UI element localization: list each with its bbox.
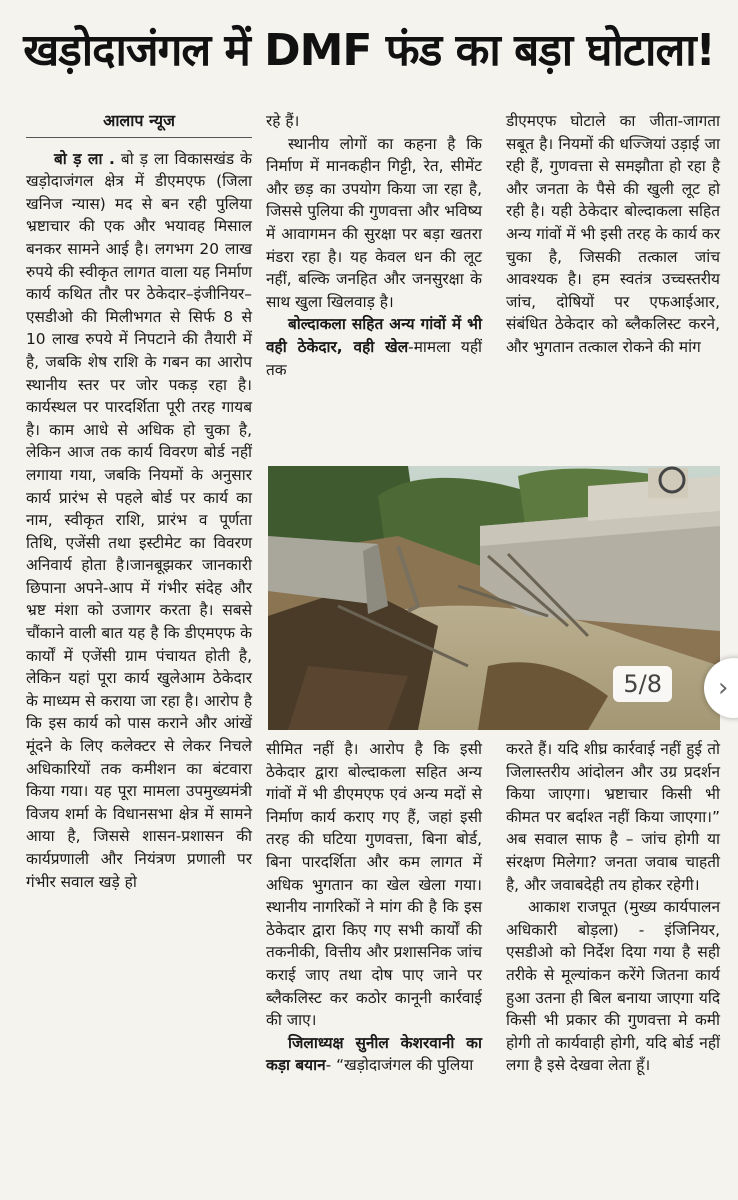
article-column-2 bbox=[266, 110, 482, 381]
article-lead bbox=[26, 148, 252, 894]
article-body-2a: रहे हैं। bbox=[266, 112, 300, 130]
byline: आलाप न्यूज bbox=[26, 110, 252, 138]
article-body-4b: - “खड़ोदाजंगल की पुलिया bbox=[325, 1056, 474, 1075]
chevron-glyph: › bbox=[718, 673, 729, 703]
article-column-3 bbox=[506, 110, 720, 359]
article-body-5a: करते हैं। यदि शीघ्र कार्रवाई नहीं हुई तो जिलास्तरीय आंदोलन और उग्र प्रदर्शन किया जाएगा। भ्रष्टाचार किसी भी कीमत पर बर्दाश्त नहीं किया जाएगा।” अब सवाल साफ है – जांच होगी या संरक्षण मिलेगा? जनता जवाब चाहती है, और जवाबदेही तय होकर रहेगी। bbox=[506, 740, 720, 894]
article-column-5 bbox=[506, 738, 720, 1077]
photo-counter: 5/8 bbox=[613, 666, 672, 702]
article-body-4: सीमित नहीं है। आरोप है कि इसी ठेकेदार द्वारा बोल्दाकला सहित अन्य गांवों में भी डीएमएफ एवं अन्य मदों से निर्माण कार्य कराए गए हैं, जहां इसी तरह की घटिया गुणवत्ता, बिना बोर्ड, बिना पारदर्शिता और कम लागत में अधिक भुगतान का खेल खेला गया। स्थानीय नागरिकों ने मांग की है कि इस ठेकेदार द्वारा किए गए सभी कार्यों की तकनीकी, वित्तीय और प्रशासनिक जांच कराई जाए तथा दोष पाए जाने पर ब्लैकलिस्ट कर कठोर कानूनी कार्रवाई की जाए। bbox=[266, 740, 482, 1030]
bridge-construction-photo[interactable] bbox=[268, 466, 720, 730]
article-body-1: बो ड़ ला विकासखंड के खड़ोदाजंगल क्षेत्र में डीएमएफ (जिला खनिज न्यास) मद से बन रही पुलिया भ्रष्टाचार की एक और भयावह मिसाल बनकर सामने आई है। लगभग 20 लाख रुपये की स्वीकृत लागत वाला यह निर्माण कार्य कथित तौर पर ठेकेदार–इंजीनियर–एसडीओ की मिलीभगत से सिर्फ 8 से 10 लाख रुपये में निपटाने की तैयारी में है, जबकि शेष राशि के गबन का आरोप स्थानीय स्तर पर जोर पकड़ रहा है। कार्यस्थल पर पारदर्शिता पूरी तरह गायब है। काम आधे से अधिक हो चुका है, लेकिन आज तक कार्य विवरण बोर्ड नहीं लगाया गया, जबकि नियमों के अनुसार कार्य प्रारंभ से पहले बोर्ड पर कार्य का नाम, स्वीकृत राशि, प्रारंभ व पूर्णता तिथि, एजेंसी तथा इस्टीमेट का विवरण अनिवार्य होता है।जानबूझकर जानकारी छिपाना अपने-आप में गंभीर संदेह और भ्रष्ट मंशा को उजागर करता है। सबसे चौंकाने वाली बात यह है कि डीएमएफ के कार्यों में एजेंसी ग्राम पंचायत होती है, लेकिन यहां पूरा कार्य खुलेआम ठेकेदार के माध्यम से कराया जा रहा है। आरोप है कि इस कार्य को पास कराने और आंखें मूंदने के लिए कलेक्टर से लेकर निचले अधिकारियों तक कमीशन का बंटवारा किया गया। यह पूरा मामला उपमुख्यमंत्री विजय शर्मा के विधानसभा क्षेत्र में सामने आया है, जिससे शासन-प्रशासन की कार्यप्रणाली और नियंत्रण प्रणाली पर गंभीर सवाल खड़े हो bbox=[26, 149, 252, 891]
subheading-statement: जिलाध्यक्ष सुनील केशरवानी का कड़ा बयान bbox=[266, 1033, 482, 1075]
article-body-5b: आकाश राजपूत (मुख्य कार्यपालन अधिकारी बोड़ला) - इंजिनियर, एसडीओ को निर्देश दिया गया है सही तरीके से मूल्यांकन करेंगे जितना कार्य हुआ उतना ही बिल बनाया जाएगा यदि किसी भी प्रकार की गुणवत्ता मे कमी होगी तो कार्यवाही होगी, यदि बोर्ड नहीं लगा है इसे देखवा लेता हूँ। bbox=[506, 898, 720, 1075]
dateline: बो ड़ ला . bbox=[54, 149, 115, 168]
article-subhead-paragraph bbox=[266, 313, 482, 381]
article-body-3: डीएमएफ घोटाले का जीता-जागता सबूत है। नियमों की धज्जियां उड़ाई जा रही हैं, गुणवत्ता से समझौता हो रहा है और जनता के पैसे की खुली लूट हो रही है। यही ठेकेदार बोल्दाकला सहित अन्य गांवों में भी इसी तरह के कार्य कर चुका है, जिसकी तत्काल जांच आवश्यक है। हम स्वतंत्र उच्चस्तरीय जांच, दोषियों पर एफआईआर, संबंधित ठेकेदार को ब्लैकलिस्ट करने, और भुगतान तत्काल रोकने की मांग bbox=[506, 112, 720, 356]
article-body-2b: स्थानीय लोगों का कहना है कि निर्माण में मानकहीन गिट्टी, रेत, सीमेंट और छड़ का उपयोग किया जा रहा है, जिससे पुलिया की गुणवत्ता और भविष्य में आवागमन की सुरक्षा पर बड़ा खतरा मंडरा रहा है। यह केवल धन की लूट नहीं, बल्कि जनहित और जनसुरक्षा के साथ खुला खिलवाड़ है। bbox=[266, 134, 482, 311]
subheading-boldakala: बोल्दाकला सहित अन्य गांवों में भी वही ठेकेदार, वही खेल bbox=[266, 315, 482, 356]
article-column-4 bbox=[266, 738, 482, 1077]
article-subhead-paragraph-2 bbox=[266, 1032, 482, 1077]
article-column-1 bbox=[26, 110, 252, 893]
article-body-2c: -मामला यहीं तक bbox=[266, 337, 482, 379]
headline: खड़ोदाजंगल में DMF फंड का बड़ा घोटाला! bbox=[23, 25, 715, 76]
